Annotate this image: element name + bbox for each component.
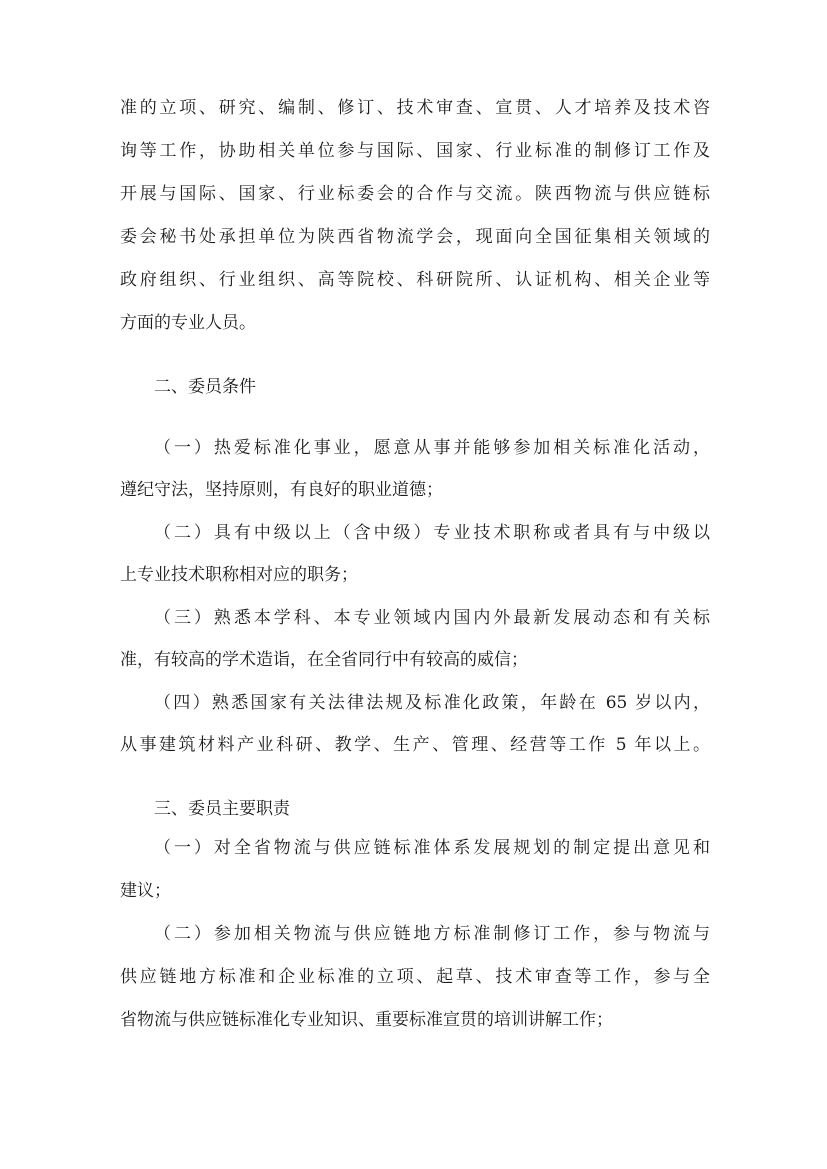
text-line: 开展与国际、国家、行业标委会的合作与交流。陕西物流与供应链标 <box>120 184 710 204</box>
document-body <box>120 97 710 1031</box>
text-line: 遵纪守法，坚持原则，有良好的职业道德； <box>120 480 443 500</box>
text-line: 上专业技术职称相对应的职务； <box>120 565 358 585</box>
condition-item-2 <box>120 522 710 586</box>
text-line: （二）参加相关物流与供应链地方标准制修订工作，参与物流与 <box>154 924 710 944</box>
text-line: 准，有较高的学术造诣，在全省同行中有较高的威信； <box>120 650 528 670</box>
text-line: （一）热爱标准化事业，愿意从事并能够参加相关标准化活动， <box>154 438 710 458</box>
text-line: 方面的专业人员。 <box>120 313 256 333</box>
condition-item-1 <box>120 437 710 501</box>
text-line: （三）熟悉本学科、本专业领域内国内外最新发展动态和有关标 <box>154 608 710 628</box>
text-line: 准的立项、研究、编制、修订、技术审查、宣贯、人才培养及技术咨 <box>120 98 710 118</box>
text-line: 供应链地方标准和企业标准的立项、起草、技术审查等工作，参与全 <box>120 967 710 987</box>
intro-paragraph <box>120 97 710 334</box>
condition-item-4 <box>120 692 710 756</box>
section-heading: 二、委员条件 <box>154 377 256 397</box>
text-line: 委会秘书处承担单位为陕西省物流学会，现面向全国征集相关领域的 <box>120 227 710 247</box>
condition-item-3 <box>120 607 710 671</box>
text-line: （四）熟悉国家有关法律法规及标准化政策，年龄在 65 岁以内， <box>154 693 710 713</box>
text-line: 省物流与供应链标准化专业知识、重要标准宣贯的培训讲解工作； <box>120 1010 613 1030</box>
text-line: 建议； <box>120 881 171 901</box>
text-line: 政府组织、行业组织、高等院校、科研院所、认证机构、相关企业等 <box>120 270 710 290</box>
duty-item-1 <box>120 837 710 902</box>
text-line: 从事建筑材料产业科研、教学、生产、管理、经营等工作 5 年以上。 <box>120 735 710 755</box>
text-line: 询等工作，协助相关单位参与国际、国家、行业标准的制修订工作及 <box>120 141 710 161</box>
section-heading: 三、委员主要职责 <box>154 799 290 819</box>
duty-item-2 <box>120 923 710 1031</box>
text-line: （一）对全省物流与供应链标准体系发展规划的制定提出意见和 <box>154 838 710 858</box>
text-line: （二）具有中级以上（含中级）专业技术职称或者具有与中级以 <box>154 523 710 543</box>
